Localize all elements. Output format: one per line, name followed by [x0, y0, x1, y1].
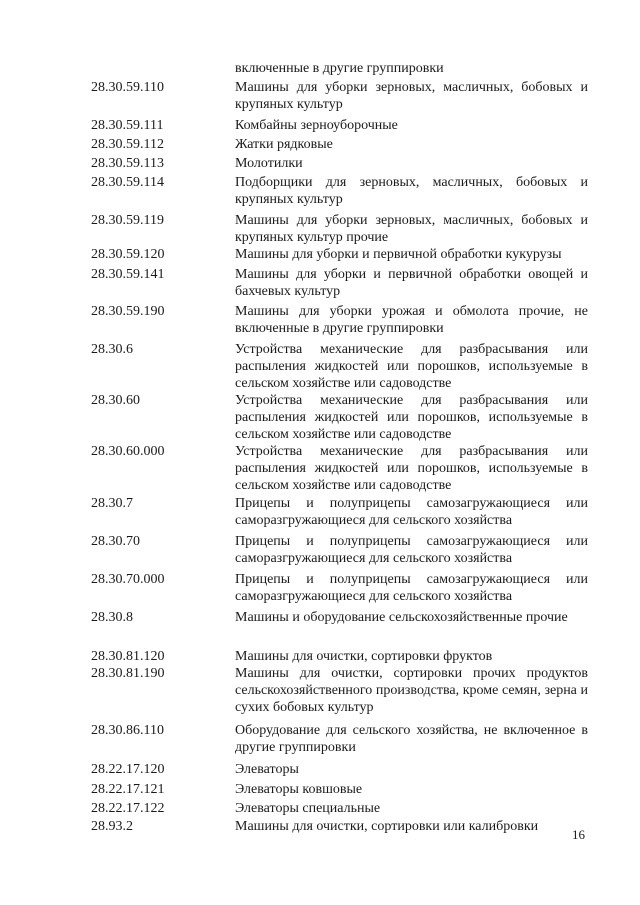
classification-code: 28.30.60.000	[91, 444, 165, 459]
item-description: Устройства механические для разбрасывания или распыления жидкостей или порошков, используемые в сельском хозяйстве или садоводстве	[235, 393, 588, 442]
classification-code: 28.22.17.120	[91, 762, 165, 777]
classification-code: 28.30.81.120	[91, 649, 165, 664]
classification-code: 28.30.86.110	[91, 723, 164, 738]
item-description: Машины и оборудование сельскохозяйственные прочие	[235, 610, 568, 625]
classification-code: 28.30.59.190	[91, 304, 165, 319]
classification-code: 28.22.17.121	[91, 782, 165, 797]
classification-code: 28.30.59.119	[91, 213, 164, 228]
classification-code: 28.30.7	[91, 496, 133, 511]
item-description: Жатки рядковые	[235, 137, 333, 152]
item-description: Молотилки	[235, 156, 303, 171]
classification-code: 28.30.70	[91, 534, 140, 549]
item-description: Прицепы и полуприцепы самозагружающиеся или саморазгружающиеся для сельского хозяйства	[235, 496, 588, 528]
classification-code: 28.30.8	[91, 610, 133, 625]
item-description: Машины для очистки, сортировки фруктов	[235, 649, 493, 664]
item-description: Машины для очистки, сортировки или калибровки	[235, 819, 539, 834]
item-description: Элеваторы	[235, 762, 299, 777]
item-description: Машины для очистки, сортировки прочих продуктов сельскохозяйственного производства, кроме семян, зерна и сухих бобовых культур	[235, 666, 588, 715]
item-description: Элеваторы ковшовые	[235, 782, 363, 797]
classification-code: 28.93.2	[91, 819, 133, 834]
item-description: включенные в другие группировки	[235, 61, 444, 76]
classification-code: 28.22.17.122	[91, 801, 165, 816]
classification-code: 28.30.6	[91, 342, 133, 357]
item-description: Прицепы и полуприцепы самозагружающиеся или саморазгружающиеся для сельского хозяйства	[235, 534, 588, 566]
classification-code: 28.30.59.112	[91, 137, 164, 152]
classification-code: 28.30.59.113	[91, 156, 164, 171]
page-number: 16	[572, 827, 585, 842]
item-description: Элеваторы специальные	[235, 801, 381, 816]
item-description: Устройства механические для разбрасывания или распыления жидкостей или порошков, используемые в сельском хозяйстве или садоводстве	[235, 444, 588, 493]
classification-code: 28.30.70.000	[91, 572, 165, 587]
item-description: Оборудование для сельского хозяйства, не включенное в другие группировки	[235, 723, 588, 755]
classification-code: 28.30.59.111	[91, 118, 164, 133]
classification-code: 28.30.59.120	[91, 247, 165, 262]
item-description: Машины для уборки и первичной обработки кукурузы	[235, 247, 562, 262]
classification-code: 28.30.59.114	[91, 175, 164, 190]
classification-code: 28.30.59.110	[91, 80, 164, 95]
item-description: Машины для уборки урожая и обмолота прочие, не включенные в другие группировки	[235, 304, 588, 336]
classification-code: 28.30.60	[91, 393, 140, 408]
item-description: Машины для уборки зерновых, масличных, бобовых и крупяных культур	[235, 80, 588, 112]
item-description: Устройства механические для разбрасывания или распыления жидкостей или порошков, используемые в сельском хозяйстве или садоводстве	[235, 342, 588, 391]
item-description: Прицепы и полуприцепы самозагружающиеся или саморазгружающиеся для сельского хозяйства	[235, 572, 588, 604]
item-description: Машины для уборки зерновых, масличных, бобовых и крупяных культур прочие	[235, 213, 588, 245]
item-description: Машины для уборки и первичной обработки овощей и бахчевых культур	[235, 267, 588, 299]
item-description: Комбайны зерноуборочные	[235, 118, 398, 133]
classification-code: 28.30.59.141	[91, 267, 165, 282]
item-description: Подборщики для зерновых, масличных, бобовых и крупяных культур	[235, 175, 588, 207]
classification-code: 28.30.81.190	[91, 666, 165, 681]
